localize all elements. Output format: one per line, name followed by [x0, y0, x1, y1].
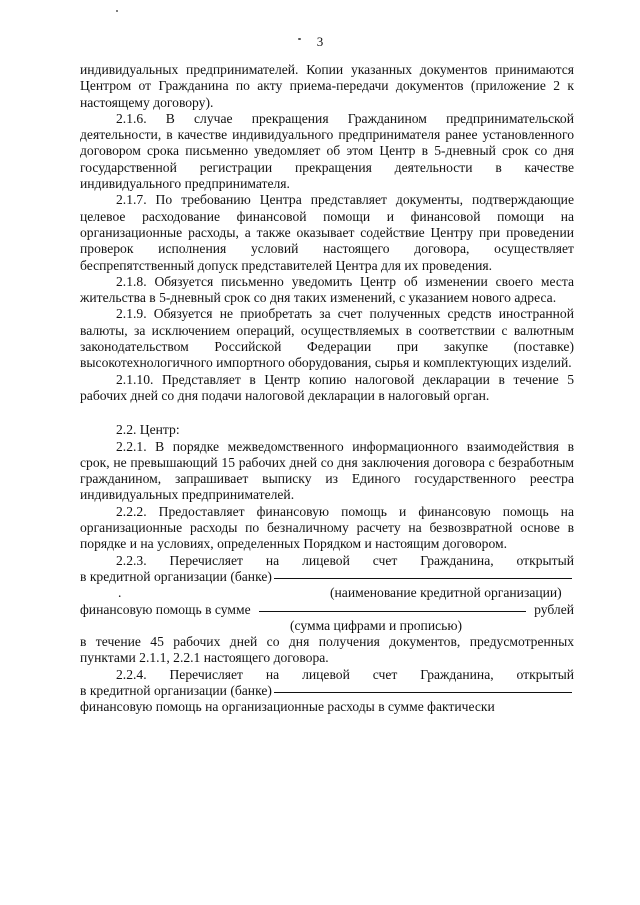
word: Перечисляет	[169, 666, 243, 682]
bank-line	[80, 569, 574, 585]
sum-caption: (сумма цифрами и прописью)	[290, 617, 463, 633]
bank-label: в кредитной организации (банке)	[80, 568, 272, 584]
clause-2-2-4-last-line	[80, 699, 574, 715]
clause-2-1-10: 2.1.10. Представляет в Центр копию налоговой декларации в течение 5 рабочих дней со дня подачи налоговой декларации в налоговый орган.	[80, 371, 574, 403]
bank-caption-line	[80, 585, 574, 601]
word: открытый	[516, 552, 574, 568]
paragraph-continuation: индивидуальных предпринимателей. Копии указанных документов принимаются Центром от Гражданина по акту приема-передачи документов (приложение 2 к настоящему договору).	[80, 62, 574, 110]
section-gap	[80, 404, 574, 422]
clause-2-2-3-tail: в течение 45 рабочих дней со дня получения документов, предусмотренных пунктами 2.1.1, 2.2.1 настоящего договора.	[80, 634, 574, 666]
word: на	[265, 666, 280, 682]
sum-blank[interactable]	[259, 611, 526, 612]
word: 2.2.3.	[116, 552, 147, 568]
clause-2-2-3-first-line	[80, 553, 574, 569]
bank-label: в кредитной организации (банке)	[80, 682, 272, 698]
clause-2-2-4-first-line	[80, 667, 574, 683]
clause-2-2-1: 2.2.1. В порядке межведомственного информационного взаимодействия в срок, не превышающий 15 рабочих дней со дня заключения договора с безработным гражданином, запрашивает выписку из Единого государственного реестра индивидуальных предпринимателей.	[80, 438, 574, 503]
word: лицевой	[302, 552, 350, 568]
text-line: финансовую помощь на организационные расходы в сумме фактически	[80, 699, 495, 715]
clause-2-1-6: 2.1.6. В случае прекращения Гражданином предпринимательской деятельности, в качестве индивидуального предпринимателя ранее установленного договором срока письменно уведомляет об этом Центр в 5-дневный срок со дня государственной регистрации прекращения деятельности в качестве индивидуального предпринимателя.	[80, 110, 574, 192]
word: лицевой	[302, 666, 350, 682]
word: Перечисляет	[169, 552, 243, 568]
bank-name-blank[interactable]	[274, 578, 572, 579]
bank-caption: (наименование кредитной организации)	[330, 585, 562, 601]
clause-2-1-8: 2.1.8. Обязуется письменно уведомить Центр об изменении своего места жительства в 5-дневный срок со дня таких изменений, с указанием нового адреса.	[80, 273, 574, 306]
sum-caption-line	[80, 618, 574, 634]
clause-2-2-4	[80, 667, 574, 716]
word: счет	[372, 552, 398, 568]
word: на	[265, 552, 280, 568]
scan-speck	[116, 10, 118, 12]
document-body	[80, 62, 574, 716]
bank-line-2	[80, 683, 574, 699]
word: открытый	[516, 666, 574, 682]
clause-2-2-3	[80, 553, 574, 667]
sum-line	[80, 602, 574, 618]
clause-2-1-7: 2.1.7. По требованию Центра представляет документы, подтверждающие целевое расходование финансовой помощи и финансовой помощи на организационные расходы, а также оказывает содействие Центру при проведении проверок исполнения условий настоящего договора, осуществляет беспрепятственный допуск представителей Центра для их проведения.	[80, 192, 574, 273]
clause-2-1-9: 2.1.9. Обязуется не приобретать за счет полученных средств иностранной валюты, за исключением операций, осуществляемых в соответствии с валютным законодательством Российской Федерации при закупке (поставке) высокотехнологичного импортного оборудования, сырья и комплектующих изделий.	[80, 306, 574, 371]
word: счет	[372, 666, 398, 682]
word: 2.2.4.	[116, 666, 147, 682]
clause-2-2-2: 2.2.2. Предоставляет финансовую помощь и финансовую помощь на организационные расходы по безналичному расчету на безвозвратной основе в порядке и на условиях, определенных Порядком и настоящим договором.	[80, 503, 574, 552]
word: Гражданина,	[420, 552, 494, 568]
section-2-2-heading: 2.2. Центр:	[116, 422, 180, 438]
page-number: 3	[316, 34, 324, 49]
currency-label: рублей	[534, 601, 574, 617]
stray-dot: .	[118, 585, 122, 601]
word: Гражданина,	[420, 666, 494, 682]
bank-name-blank[interactable]	[274, 692, 572, 693]
sum-label: финансовую помощь в сумме	[80, 601, 251, 617]
